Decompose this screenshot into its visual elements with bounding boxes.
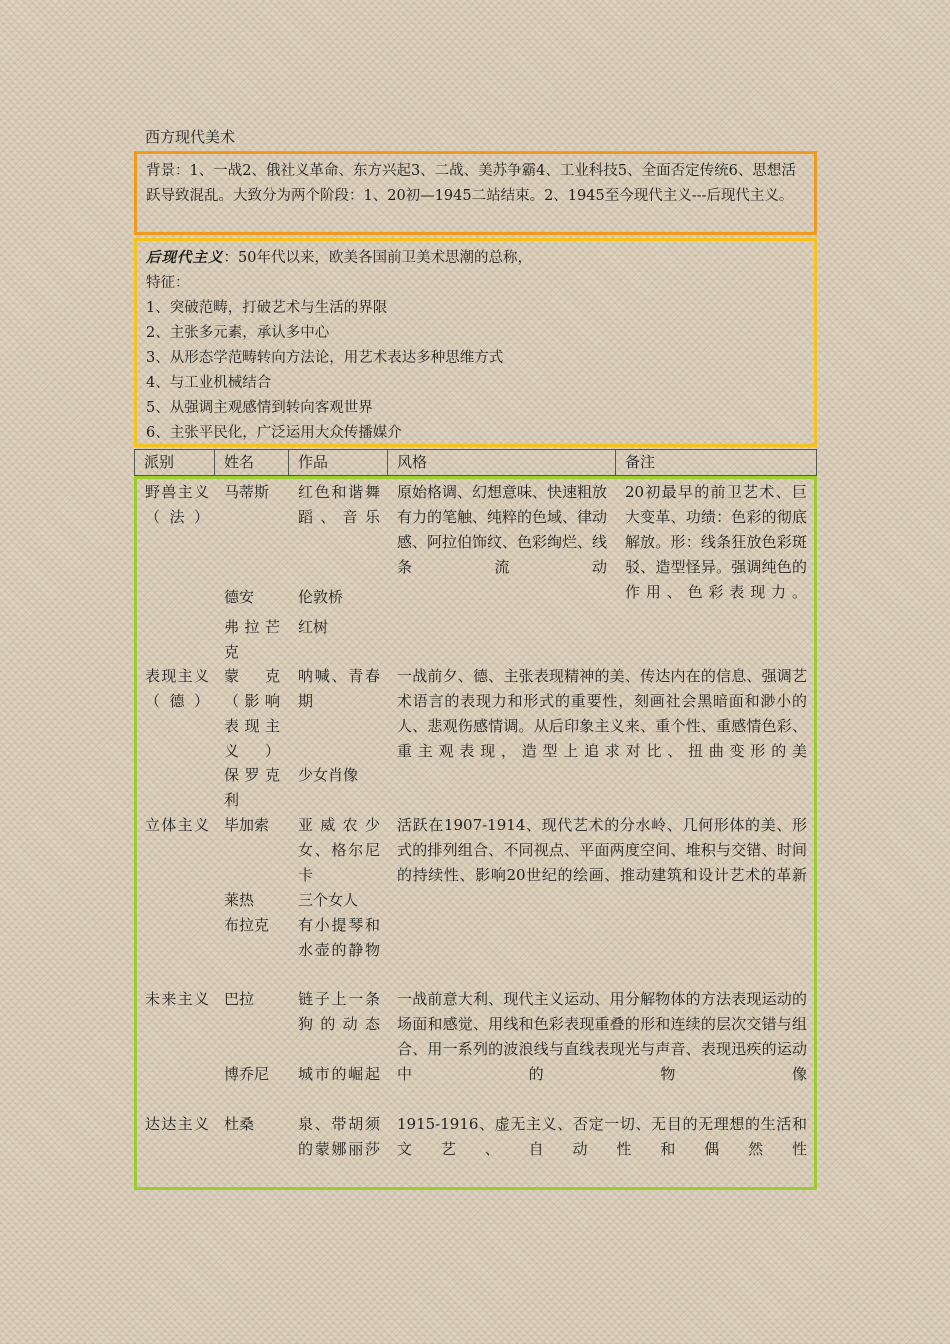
postmodern-label: 后现代主义 xyxy=(146,249,224,266)
header-school: 派别 xyxy=(135,450,215,475)
postmodern-box xyxy=(134,238,817,447)
style-cell: 原始格调、幻想意味、快速粗放有力的笔触、纯粹的色域、律动感、阿拉伯饰纹、色彩绚烂、线条流动 xyxy=(397,483,608,576)
work-cell: 红色和谐舞蹈、音乐 xyxy=(298,483,380,526)
school-cell: 立体主义 xyxy=(145,816,209,834)
feature-item: 6、主张平民化，广泛运用大众传播媒介 xyxy=(146,425,402,441)
work-cell: 泉、带胡须的蒙娜丽莎 xyxy=(298,1115,380,1158)
header-note: 备注 xyxy=(625,453,656,471)
style-cell: 一战前夕、德、主张表现精神的美、传达内在的信息、强调艺术语言的表现力和形式的重要性，刻画社会黑暗面和渺小的人、悲观伤感情调。从后印象主义来、重个性、重感情色彩、重主观表现，造型上追求对比、扭曲变形的美 xyxy=(397,667,807,760)
school-cell: 表现主义（德） xyxy=(145,667,209,710)
work-cell: 链子上一条狗的动态 xyxy=(298,990,380,1033)
style-cell: 一战前意大利、现代主义运动、用分解物体的方法表现运动的场面和感觉、用线和色彩表现重叠的形和连续的层次交错与组合、用一系列的波浪线与直线表现光与声音、表现迅疾的运动中的物像 xyxy=(397,990,807,1083)
work-cell: 亚威农少女、格尔尼卡 xyxy=(298,816,380,884)
table-header-row xyxy=(134,449,817,476)
school-cell: 达达主义 xyxy=(145,1115,209,1133)
school-cell: 野兽主义（法） xyxy=(145,483,209,526)
note-cell: 20初最早的前卫艺术、巨大变革、功绩：色彩的彻底解放。形：线条狂放色彩斑驳、造型怪异。强调纯色的作用、色彩表现力。 xyxy=(625,483,807,601)
feature-item: 4、与工业机械结合 xyxy=(146,375,272,391)
work-cell: 三个女人 xyxy=(298,891,359,909)
feature-item: 3、从形态学范畴转向方法论，用艺术表达多种思维方式 xyxy=(146,350,504,366)
feature-item: 1、突破范畴，打破艺术与生活的界限 xyxy=(146,300,388,316)
header-works: 作品 xyxy=(289,450,388,475)
postmodern-definition: 后现代主义：50年代以来，欧美各国前卫美术思潮的总称， xyxy=(146,249,532,266)
school-cell: 未来主义 xyxy=(145,990,209,1008)
feature-item: 5、从强调主观感情到转向客观世界 xyxy=(146,400,373,416)
artist-cell: 博乔尼 xyxy=(224,1065,270,1083)
artist-cell: 保罗克利 xyxy=(224,766,280,809)
page-title: 西方现代美术 xyxy=(145,128,236,146)
features-label: 特征： xyxy=(146,275,190,291)
work-cell: 呐喊、青春期 xyxy=(298,667,380,710)
artist-cell: 马蒂斯 xyxy=(224,483,270,501)
work-cell: 少女肖像 xyxy=(298,766,359,784)
artist-cell: 弗拉芒克 xyxy=(224,618,280,661)
header-name: 姓名 xyxy=(215,450,289,475)
style-cell: 活跃在1907-1914、现代艺术的分水岭、几何形体的美、形式的排列组合、不同视点、平面两度空间、堆积与交错、时间的持续性、影响20世纪的绘画、推动建筑和设计艺术的革新 xyxy=(397,816,807,884)
artist-cell: 布拉克 xyxy=(224,916,270,934)
artist-cell: 莱热 xyxy=(224,891,255,909)
feature-item: 2、主张多元素，承认多中心 xyxy=(146,325,330,341)
header-style: 风格 xyxy=(388,450,616,475)
work-cell: 城市的崛起 xyxy=(298,1065,380,1083)
artist-cell: 杜桑 xyxy=(224,1115,255,1133)
work-cell: 伦敦桥 xyxy=(298,588,344,606)
artist-cell: 巴拉 xyxy=(224,990,255,1008)
work-cell: 有小提琴和水壶的静物 xyxy=(298,916,380,959)
artist-cell: 蒙 克（影响表现主义） xyxy=(224,667,280,760)
background-text: 背景：1、一战2、俄社义革命、东方兴起3、二战、美苏争霸4、工业科技5、全面否定传统6、思想活跃导致混乱。大致分为两个阶段：1、20初—1945二站结束。2、1945至今现代主义---后现代主义。 xyxy=(146,163,796,204)
work-cell: 红树 xyxy=(298,618,329,636)
artist-cell: 德安 xyxy=(224,588,255,606)
background-box xyxy=(134,151,817,235)
style-cell: 1915-1916、虚无主义、否定一切、无目的无理想的生活和文艺、自动性和偶然性 xyxy=(397,1115,807,1158)
artist-cell: 毕加索 xyxy=(224,816,270,834)
